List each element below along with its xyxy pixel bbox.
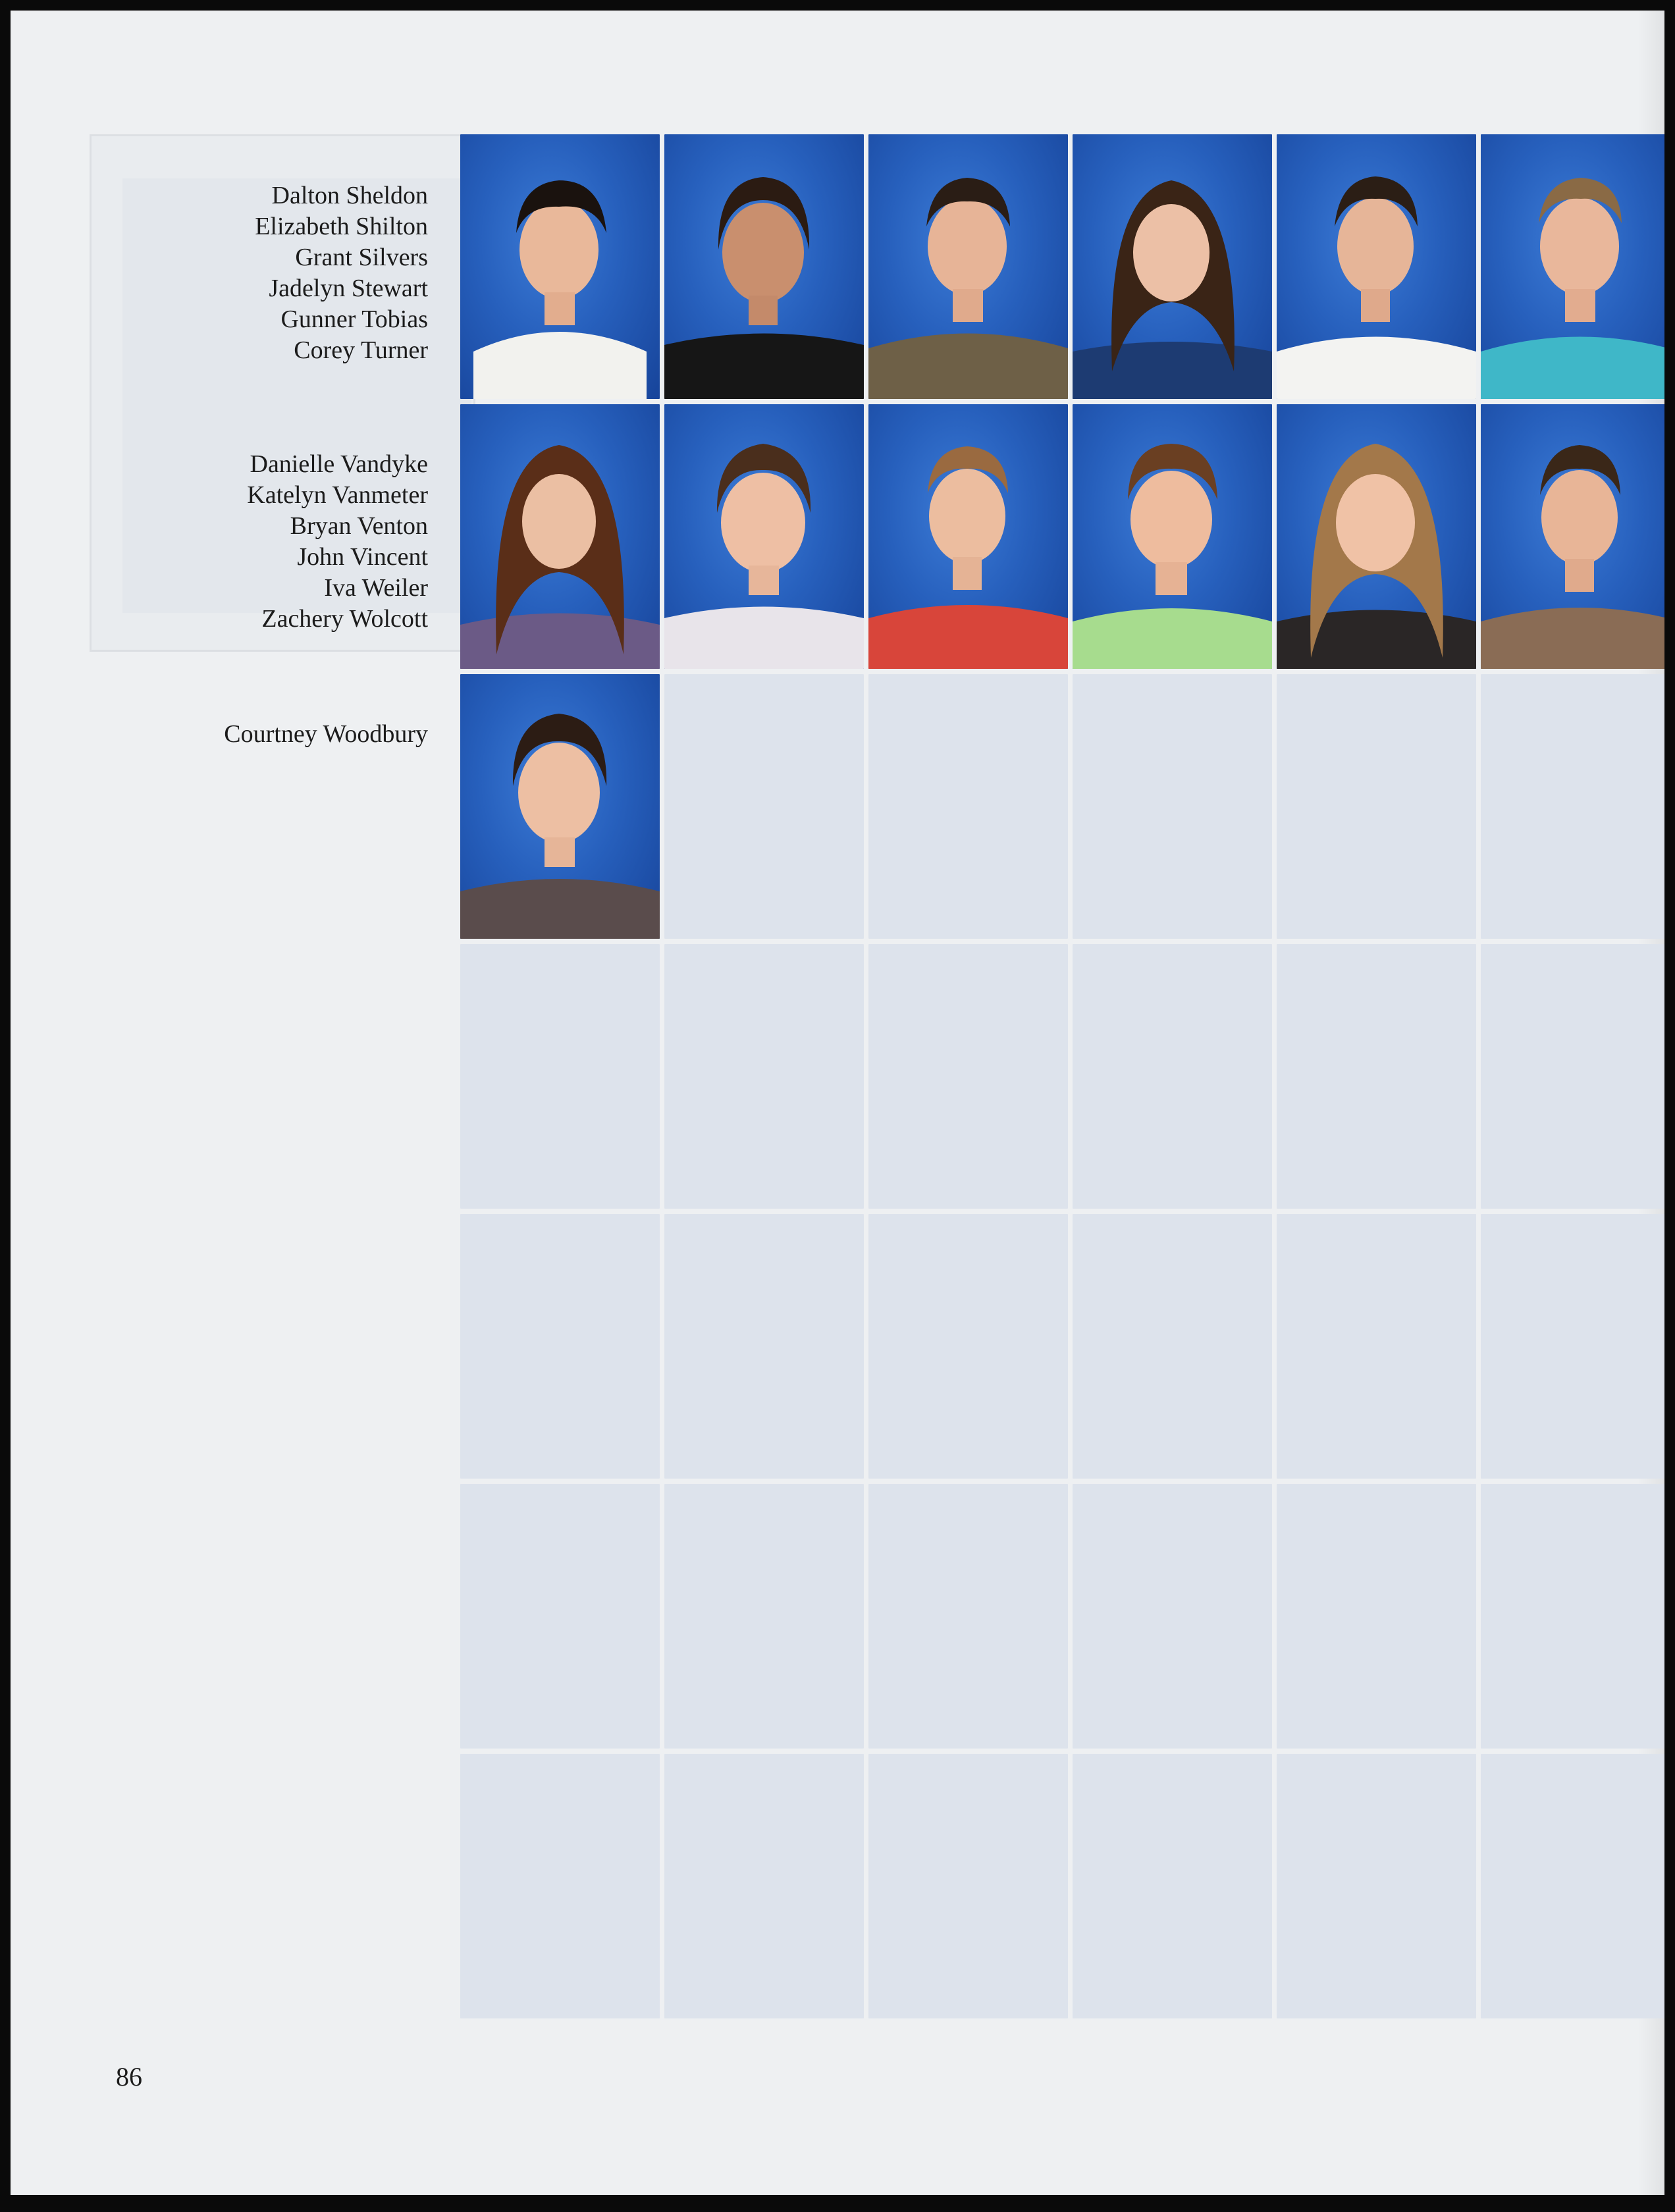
empty-portrait-slot [1481, 674, 1664, 939]
student-portrait [1073, 404, 1272, 669]
student-portrait [868, 134, 1068, 399]
portrait-figure [664, 134, 864, 399]
name-list-row-3 [224, 719, 428, 750]
empty-portrait-slot [664, 1214, 864, 1479]
page-number: 86 [116, 2062, 142, 2092]
student-portrait [1481, 404, 1664, 669]
empty-portrait-slot [1277, 944, 1476, 1209]
portrait-figure [1277, 134, 1476, 399]
empty-portrait-slot [868, 1754, 1068, 2018]
student-name: Iva Weiler [324, 574, 428, 602]
student-name: John Vincent [297, 543, 428, 571]
faded-row [460, 1484, 1664, 1749]
empty-portrait-slot [868, 674, 1068, 939]
faded-row [460, 1214, 1664, 1479]
student-portrait [664, 134, 864, 399]
empty-portrait-slot [1073, 1214, 1272, 1479]
student-portrait [460, 134, 660, 399]
student-portrait [1481, 134, 1664, 399]
empty-portrait-slot [664, 944, 864, 1209]
empty-portrait-slot [868, 1214, 1068, 1479]
empty-portrait-slot [1277, 1484, 1476, 1749]
student-portrait [460, 674, 660, 939]
empty-portrait-slot [1277, 1754, 1476, 2018]
student-portrait [1277, 134, 1476, 399]
student-portrait [1073, 134, 1272, 399]
student-name: Bryan Venton [290, 512, 428, 540]
faded-row [460, 944, 1664, 1209]
empty-portrait-slot [460, 944, 660, 1209]
portrait-figure [1277, 404, 1476, 669]
portrait-figure [1481, 134, 1664, 399]
empty-portrait-slot [1073, 1754, 1272, 2018]
name-list-row-1 [255, 180, 428, 366]
portrait-figure [664, 404, 864, 669]
portrait-grid [460, 134, 1664, 2022]
empty-portrait-slot [868, 1484, 1068, 1749]
student-name: Danielle Vandyke [250, 450, 428, 478]
empty-portrait-slot [1073, 674, 1272, 939]
student-name: Corey Turner [294, 336, 428, 364]
student-name: Zachery Wolcott [261, 605, 428, 633]
empty-portrait-slot [1481, 1214, 1664, 1479]
portrait-figure [460, 674, 660, 939]
empty-portrait-slot [1277, 1214, 1476, 1479]
portrait-figure [868, 134, 1068, 399]
portrait-row [460, 404, 1664, 669]
portrait-figure [460, 134, 660, 399]
portrait-figure [868, 404, 1068, 669]
empty-portrait-slot [664, 1484, 864, 1749]
portrait-figure [1073, 134, 1272, 399]
student-name: Jadelyn Stewart [269, 275, 428, 302]
student-portrait [664, 404, 864, 669]
yearbook-page [11, 11, 1664, 2195]
student-name: Elizabeth Shilton [255, 213, 428, 240]
student-portrait [460, 404, 660, 669]
student-name: Courtney Woodbury [224, 720, 428, 748]
portrait-row [460, 134, 1664, 399]
faded-row [460, 1754, 1664, 2018]
portrait-figure [1481, 404, 1664, 669]
empty-portrait-slot [868, 944, 1068, 1209]
empty-portrait-slot [460, 1754, 660, 2018]
empty-portrait-slot [1481, 944, 1664, 1209]
portrait-figure [460, 404, 660, 669]
empty-portrait-slot [1481, 1754, 1664, 2018]
empty-portrait-slot [1073, 1484, 1272, 1749]
empty-portrait-slot [1073, 944, 1272, 1209]
empty-portrait-slot [460, 1484, 660, 1749]
empty-portrait-slot [664, 1754, 864, 2018]
portrait-row [460, 674, 1664, 939]
empty-portrait-slot [664, 674, 864, 939]
name-list-row-2 [247, 449, 428, 635]
student-name: Gunner Tobias [280, 305, 428, 333]
empty-portrait-slot [1481, 1484, 1664, 1749]
student-portrait [868, 404, 1068, 669]
student-portrait [1277, 404, 1476, 669]
student-name: Grant Silvers [295, 244, 428, 271]
portrait-figure [1073, 404, 1272, 669]
student-name: Dalton Sheldon [271, 182, 428, 209]
empty-portrait-slot [460, 1214, 660, 1479]
empty-portrait-slot [1277, 674, 1476, 939]
student-name: Katelyn Vanmeter [247, 481, 428, 509]
